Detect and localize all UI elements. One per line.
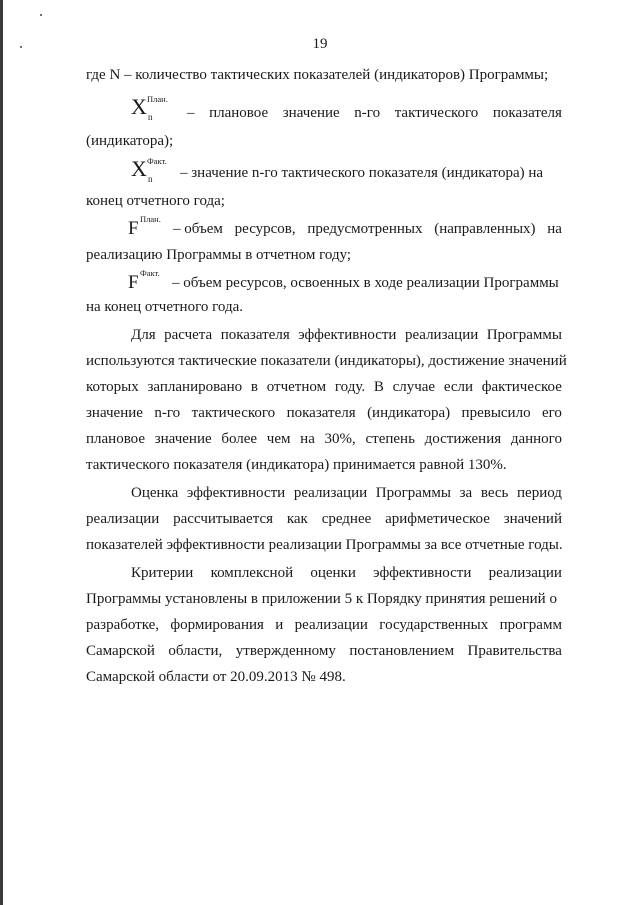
- word: значение: [282, 105, 340, 121]
- text-line: – объем ресурсов, освоенных в ходе реализации Программы: [172, 275, 559, 291]
- text-line-justified: [131, 326, 562, 344]
- f-symbol: F: [128, 218, 139, 239]
- word: весь: [480, 485, 509, 501]
- word: – объем: [173, 221, 223, 237]
- word: период: [517, 485, 562, 501]
- word: рассчитывается: [173, 511, 274, 527]
- word: утвержденному: [235, 643, 336, 659]
- text-line-justified: [86, 378, 562, 396]
- word: которых: [86, 379, 139, 395]
- n-subscript: n: [148, 174, 153, 184]
- word: Правительства: [467, 643, 562, 659]
- word: (индикатора): [367, 405, 451, 421]
- word: отчетном: [266, 379, 327, 395]
- word: фактическое: [481, 379, 562, 395]
- plan-superscript: План.: [147, 94, 168, 104]
- word: значение: [86, 405, 143, 421]
- word: Программы: [486, 327, 562, 343]
- word: разработке,: [86, 617, 160, 633]
- word: более: [221, 431, 258, 447]
- word: реализации: [293, 485, 368, 501]
- word: Критерии: [131, 565, 194, 581]
- x-symbol: X: [131, 156, 147, 181]
- text-line-justified: [86, 616, 562, 634]
- word: на: [300, 431, 315, 447]
- word: ресурсов,: [234, 221, 296, 237]
- word: степень: [365, 431, 415, 447]
- word: показателя: [492, 105, 562, 121]
- word: данного: [510, 431, 562, 447]
- word: 30%,: [324, 431, 356, 447]
- word: показателя: [286, 405, 356, 421]
- word: превысило: [461, 405, 531, 421]
- word: реализации: [404, 327, 479, 343]
- word: его: [542, 405, 562, 421]
- text-line: используются тактические показатели (индикаторы), достижение значений: [86, 353, 567, 369]
- text-line: Самарской области от 20.09.2013 № 498.: [86, 669, 346, 685]
- word: запланировано: [147, 379, 243, 395]
- word: арифметическое: [385, 511, 490, 527]
- word: комплексной: [210, 565, 294, 581]
- word: программ: [499, 617, 562, 633]
- text-line: где N – количество тактических показателей (индикаторов) Программы;: [86, 67, 549, 83]
- f-symbol: F: [128, 272, 139, 293]
- text-line: (индикатора);: [86, 133, 174, 149]
- n-subscript: n: [148, 112, 153, 122]
- word: на: [547, 221, 562, 237]
- word: плановое: [209, 105, 269, 121]
- text-line-justified: [86, 510, 562, 528]
- text-line-justified: [86, 642, 562, 660]
- word: эффективности: [373, 565, 472, 581]
- word: реализации: [488, 565, 562, 581]
- word: предусмотренных: [307, 221, 423, 237]
- word: Самарской: [86, 643, 155, 659]
- word: случае: [392, 379, 436, 395]
- text-line-justified: [131, 484, 562, 502]
- text-line-justified: [187, 104, 562, 122]
- word: значение: [154, 431, 212, 447]
- word: чем: [266, 431, 291, 447]
- word: Программы: [375, 485, 451, 501]
- word: эффективности: [186, 485, 286, 501]
- word: среднее: [321, 511, 372, 527]
- text-line: – значение n-го тактического показателя (индикатора) на: [180, 165, 544, 181]
- word: Для: [131, 327, 156, 343]
- fact-superscript: Факт.: [140, 268, 160, 278]
- scan-speck: [40, 14, 42, 16]
- text-line-justified: [86, 430, 562, 448]
- word: реализации: [86, 511, 160, 527]
- text-line-justified: [173, 220, 562, 238]
- text-line: конец отчетного года;: [86, 193, 225, 209]
- text-line-justified: [131, 564, 562, 582]
- word: Оценка: [131, 485, 179, 501]
- word: –: [187, 105, 195, 121]
- word: области,: [168, 643, 223, 659]
- text-line: показателей эффективности реализации Программы за все отчетные годы.: [86, 537, 563, 553]
- word: тактического: [191, 405, 276, 421]
- word: тактического: [394, 105, 479, 121]
- word: году.: [334, 379, 366, 395]
- word: значений: [503, 511, 562, 527]
- x-symbol: X: [131, 94, 147, 119]
- word: и: [275, 617, 284, 633]
- text-line: тактического показателя (индикатора) принимается равной 130%.: [86, 457, 507, 473]
- word: n-го: [354, 105, 381, 121]
- word: расчета: [164, 327, 213, 343]
- word: (направленных): [434, 221, 536, 237]
- word: показателя: [220, 327, 290, 343]
- page-number: 19: [312, 36, 328, 52]
- word: n-го: [154, 405, 181, 421]
- word: оценки: [310, 565, 356, 581]
- word: за: [459, 485, 473, 501]
- word: государственных: [379, 617, 489, 633]
- word: если: [443, 379, 474, 395]
- word: реализации: [294, 617, 368, 633]
- word: эффективности: [298, 327, 397, 343]
- text-line-justified: [86, 404, 562, 422]
- text-line: Программы установлены в приложении 5 к Порядку принятия решений о: [86, 591, 557, 607]
- word: постановлением: [349, 643, 455, 659]
- plan-superscript: План.: [140, 214, 161, 224]
- word: В: [373, 379, 384, 395]
- text-line: на конец отчетного года.: [86, 299, 243, 315]
- scan-edge-line: [0, 0, 3, 905]
- word: формирования: [170, 617, 264, 633]
- text-line: реализацию Программы в отчетном году;: [86, 247, 352, 263]
- word: плановое: [86, 431, 146, 447]
- fact-superscript: Факт.: [147, 156, 167, 166]
- word: как: [286, 511, 308, 527]
- word: в: [250, 379, 259, 395]
- word: достижения: [424, 431, 502, 447]
